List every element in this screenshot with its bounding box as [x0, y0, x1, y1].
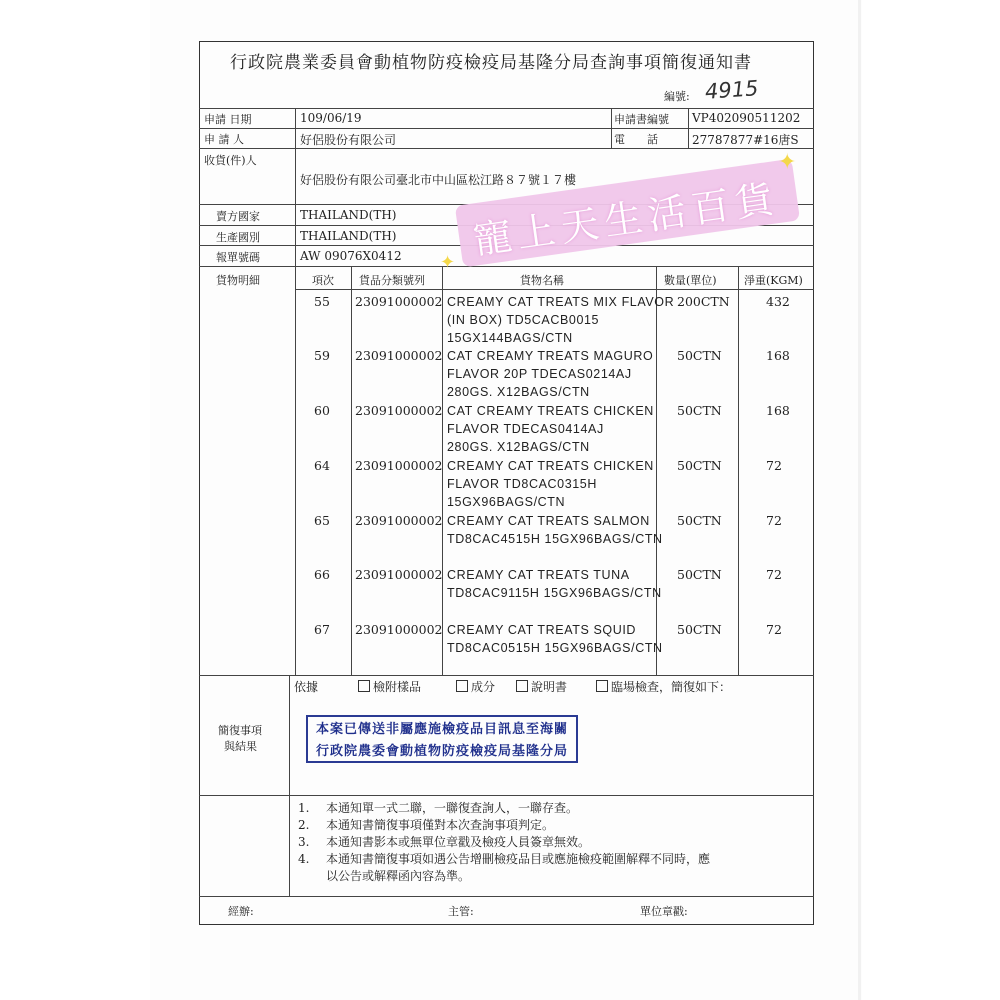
- goods-tariff-code: 23091000002: [355, 348, 443, 363]
- goods-tariff-code: 23091000002: [355, 403, 443, 418]
- rule: [295, 289, 814, 290]
- column-header-weight: 淨重(KGM): [744, 274, 803, 287]
- column-header-item: 項次: [312, 274, 334, 287]
- checkbox-icon: [456, 680, 468, 692]
- goods-description: [447, 457, 654, 511]
- goods-net-weight: 72: [766, 458, 782, 473]
- option-manual-label: 說明書: [531, 680, 568, 694]
- rule: [199, 795, 814, 796]
- goods-description: [447, 566, 662, 602]
- rule: [199, 896, 814, 897]
- note-item: [298, 851, 710, 868]
- goods-quantity: 200CTN: [677, 294, 730, 309]
- apply-date-value: 109/06/19: [300, 111, 362, 125]
- banner-text: 寵上天生活百貨: [470, 176, 782, 263]
- notes-list: [298, 800, 710, 885]
- serial-label: 編號:: [664, 90, 690, 103]
- rule: [199, 148, 814, 149]
- sparkle-icon: ✦: [778, 150, 797, 175]
- seller-country-label: 賣方國家: [216, 210, 260, 223]
- goods-description: [447, 293, 674, 347]
- apply-date-label: 申請 日期: [204, 113, 252, 126]
- result-section-label: 簡復事項: [218, 724, 262, 737]
- rule: [688, 108, 689, 148]
- goods-net-weight: 168: [766, 348, 790, 363]
- note-text: 本通知書影本或無單位章戳及檢疫人員簽章無效。: [326, 835, 591, 849]
- applicant-label: 申 請 人: [204, 133, 244, 146]
- goods-description-line: 15GX144BAGS/CTN: [447, 331, 573, 345]
- declaration-number-label: 報單號碼: [216, 251, 260, 264]
- goods-description-line: FLAVOR 20P TDECAS0214AJ: [447, 367, 632, 381]
- option-sample-label: 檢附樣品: [373, 680, 422, 694]
- phone-label: 電 話: [614, 133, 658, 146]
- goods-tariff-code: 23091000002: [355, 458, 443, 473]
- goods-description-line: FLAVOR TDECAS0414AJ: [447, 422, 604, 436]
- rule: [199, 675, 814, 676]
- basis-label: 依據: [294, 680, 319, 694]
- unit-stamp-label: 單位章戳:: [640, 905, 688, 918]
- rule: [295, 108, 296, 675]
- option-sample[interactable]: [358, 678, 421, 695]
- checkbox-icon: [358, 680, 370, 692]
- goods-description-line: CREAMY CAT TREATS TUNA: [447, 568, 630, 582]
- goods-description-line: (IN BOX) TD5CACB0015: [447, 313, 600, 327]
- declaration-number-value: AW 09076X0412: [300, 249, 402, 263]
- note-text: 本通知書簡復事項如遇公告增刪檢疫品目或應施檢疫範圍解釋不同時，應: [326, 852, 711, 866]
- handler-label: 經辦:: [228, 905, 254, 918]
- paper-edge: [858, 0, 861, 1000]
- origin-country-label: 生產國別: [216, 231, 260, 244]
- application-number-value: VP402090511202: [692, 111, 801, 125]
- goods-description-line: TD8CAC9115H 15GX96BAGS/CTN: [447, 586, 662, 600]
- rule: [289, 675, 290, 896]
- official-stamp: [306, 715, 578, 763]
- goods-description-line: FLAVOR TD8CAC0315H: [447, 477, 597, 491]
- note-item: [298, 868, 710, 885]
- goods-tariff-code: 23091000002: [355, 622, 443, 637]
- goods-tariff-code: 23091000002: [355, 567, 443, 582]
- goods-description: [447, 402, 654, 456]
- note-text: 以公告或解釋函內容為準。: [326, 869, 471, 883]
- column-header-quantity: 數量(單位): [664, 274, 717, 287]
- stamp-line-1: 本案已傳送非屬應施檢疫品目訊息至海關: [316, 722, 569, 737]
- note-item: [298, 817, 710, 834]
- goods-item-number: 64: [314, 458, 330, 473]
- consignee-label: 收貨(件)人: [204, 154, 257, 167]
- stamp-line-2: 行政院農委會動植物防疫檢疫局基隆分局: [316, 744, 569, 759]
- result-section-label-line2: 與結果: [224, 740, 257, 753]
- note-text: 本通知書簡復事項僅對本次查詢事項判定。: [326, 818, 555, 832]
- goods-description-line: CAT CREAMY TREATS CHICKEN: [447, 404, 654, 418]
- sparkle-icon: ✦: [440, 252, 456, 273]
- goods-quantity: 50CTN: [677, 348, 722, 363]
- goods-description-line: TD8CAC0515H 15GX96BAGS/CTN: [447, 641, 663, 655]
- rule: [611, 108, 612, 148]
- note-number: 2.: [298, 818, 310, 832]
- option-onsite-inspection-label: 臨場檢查，簡復如下：: [611, 680, 732, 694]
- option-ingredients-label: 成分: [471, 680, 496, 694]
- goods-item-number: 65: [314, 513, 330, 528]
- applicant-value: 好侶股份有限公司: [300, 133, 397, 147]
- goods-tariff-code: 23091000002: [355, 294, 443, 309]
- origin-country-value: THAILAND(TH): [300, 229, 397, 243]
- goods-quantity: 50CTN: [677, 567, 722, 582]
- goods-quantity: 50CTN: [677, 403, 722, 418]
- goods-tariff-code: 23091000002: [355, 513, 443, 528]
- document-title: 行政院農業委員會動植物防疫檢疫局基隆分局查詢事項簡復通知書: [230, 53, 752, 73]
- goods-item-number: 66: [314, 567, 330, 582]
- goods-description-line: CREAMY CAT TREATS CHICKEN: [447, 459, 654, 473]
- goods-description: [447, 347, 653, 401]
- goods-description-line: CREAMY CAT TREATS MIX FLAVOR: [447, 295, 675, 309]
- goods-item-number: 55: [314, 294, 330, 309]
- rule: [199, 128, 814, 129]
- note-number: 1.: [298, 801, 310, 815]
- goods-description-line: 15GX96BAGS/CTN: [447, 495, 566, 509]
- column-header-code: 貨品分類號列: [359, 274, 425, 287]
- supervisor-label: 主管:: [448, 905, 474, 918]
- goods-description-line: 280GS. X12BAGS/CTN: [447, 440, 590, 454]
- goods-net-weight: 432: [766, 294, 790, 309]
- goods-quantity: 50CTN: [677, 622, 722, 637]
- goods-description: [447, 512, 663, 548]
- goods-net-weight: 72: [766, 622, 782, 637]
- option-ingredients[interactable]: [456, 678, 495, 695]
- phone-value: 27787877#16唐S: [692, 133, 799, 147]
- seller-country-value: THAILAND(TH): [300, 208, 397, 222]
- goods-description-line: TD8CAC4515H 15GX96BAGS/CTN: [447, 532, 663, 546]
- column-header-name: 貨物名稱: [520, 274, 564, 287]
- goods-net-weight: 72: [766, 513, 782, 528]
- note-item: [298, 800, 710, 817]
- consignee-value: 好侶股份有限公司臺北市中山區松江路８７號１７樓: [300, 173, 577, 187]
- goods-description-line: CREAMY CAT TREATS SQUID: [447, 623, 637, 637]
- option-manual[interactable]: [516, 678, 567, 695]
- goods-item-number: 59: [314, 348, 330, 363]
- goods-item-number: 60: [314, 403, 330, 418]
- goods-description: [447, 621, 663, 657]
- goods-description-line: CREAMY CAT TREATS SALMON: [447, 514, 650, 528]
- checkbox-icon: [596, 680, 608, 692]
- goods-section-label: 貨物明細: [216, 274, 260, 287]
- note-item: [298, 834, 710, 851]
- serial-handwritten-number: 4915: [704, 76, 760, 104]
- note-number: 4.: [298, 852, 310, 866]
- goods-net-weight: 168: [766, 403, 790, 418]
- note-text: 本通知單一式二聯，一聯復查詢人，一聯存查。: [326, 801, 579, 815]
- goods-quantity: 50CTN: [677, 458, 722, 473]
- note-number: 3.: [298, 835, 310, 849]
- rule: [351, 266, 352, 675]
- goods-item-number: 67: [314, 622, 330, 637]
- checkbox-icon: [516, 680, 528, 692]
- goods-description-line: 280GS. X12BAGS/CTN: [447, 385, 590, 399]
- rule: [738, 266, 739, 675]
- option-onsite-inspection[interactable]: [596, 678, 731, 695]
- rule: [199, 108, 814, 109]
- goods-quantity: 50CTN: [677, 513, 722, 528]
- application-number-label: 申請書編號: [614, 113, 669, 126]
- goods-net-weight: 72: [766, 567, 782, 582]
- goods-description-line: CAT CREAMY TREATS MAGURO: [447, 349, 654, 363]
